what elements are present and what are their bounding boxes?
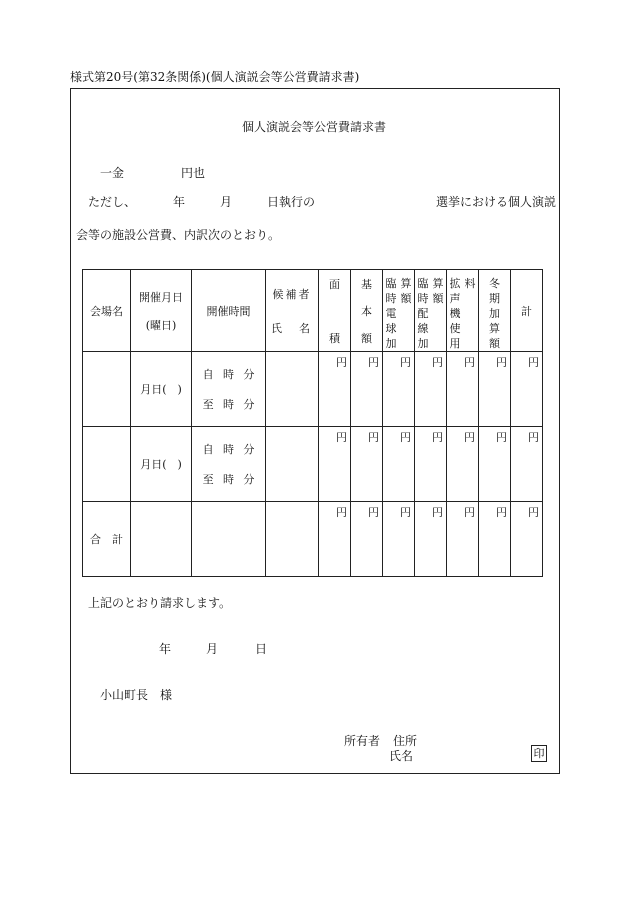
candidate-cell bbox=[266, 352, 319, 427]
sum-temp-power-cell: 円 bbox=[383, 502, 415, 577]
sum-temp-wiring-cell: 円 bbox=[415, 502, 447, 577]
venue-cell bbox=[83, 427, 131, 502]
sum-base-cell: 円 bbox=[351, 502, 383, 577]
breakdown-table bbox=[82, 269, 543, 577]
owner-name-label: 氏名 bbox=[389, 749, 414, 763]
amount-suffix: 円也 bbox=[181, 166, 206, 180]
sum-time-cell bbox=[192, 502, 266, 577]
temp-wiring-cell: 円 bbox=[415, 352, 447, 427]
sum-total-cell: 円 bbox=[511, 502, 543, 577]
area-cell: 円 bbox=[319, 427, 351, 502]
winter-cell: 円 bbox=[479, 352, 511, 427]
header-speaker: 拡 声 機 使 用 料 bbox=[447, 270, 479, 352]
proviso-day-exec: 日執行の bbox=[267, 195, 316, 209]
sum-winter-cell: 円 bbox=[479, 502, 511, 577]
owner-label: 所有者 bbox=[344, 734, 381, 748]
base-cell: 円 bbox=[351, 352, 383, 427]
proviso-year: 年 bbox=[173, 195, 186, 209]
time-cell: 自 時 分 至 時 分 bbox=[192, 427, 266, 502]
header-venue: 会場名 bbox=[83, 270, 131, 352]
venue-cell bbox=[83, 352, 131, 427]
proviso-line2: 会等の施設公営費、内訳次のとおり。 bbox=[76, 228, 281, 242]
sum-candidate-cell bbox=[266, 502, 319, 577]
total-cell: 円 bbox=[511, 427, 543, 502]
date-cell: 月日( ) bbox=[131, 352, 192, 427]
proviso-month: 月 bbox=[220, 195, 233, 209]
seal-mark: 印 bbox=[531, 745, 547, 762]
sum-date-cell bbox=[131, 502, 192, 577]
speaker-cell: 円 bbox=[447, 352, 479, 427]
header-winter: 冬 期 加 算 額 bbox=[479, 270, 511, 352]
area-cell: 円 bbox=[319, 352, 351, 427]
date-cell: 月日( ) bbox=[131, 427, 192, 502]
header-area: 面 積 bbox=[319, 270, 351, 352]
addressee: 小山町長 様 bbox=[100, 688, 173, 702]
header-temp-power: 臨 時 電 球 加 算 額 bbox=[383, 270, 415, 352]
header-base: 基 本 額 bbox=[351, 270, 383, 352]
proviso-tadashi: ただし、 bbox=[88, 195, 137, 209]
temp-wiring-cell: 円 bbox=[415, 427, 447, 502]
header-row bbox=[83, 270, 543, 352]
request-date-day: 日 bbox=[255, 642, 268, 656]
sum-area-cell: 円 bbox=[319, 502, 351, 577]
header-date: 開催月日 (曜日) bbox=[131, 270, 192, 352]
header-temp-wiring: 臨 時 配 線 加 算 額 bbox=[415, 270, 447, 352]
sum-row bbox=[83, 502, 543, 577]
header-time: 開催時間 bbox=[192, 270, 266, 352]
proviso-election: 選挙における個人演説 bbox=[436, 195, 557, 209]
request-date-year: 年 bbox=[159, 642, 172, 656]
temp-power-cell: 円 bbox=[383, 352, 415, 427]
table-row bbox=[83, 427, 543, 502]
request-text: 上記のとおり請求します。 bbox=[88, 596, 232, 610]
form-label: 様式第20号(第32条関係)(個人演説会等公営費請求書) bbox=[70, 70, 360, 84]
header-candidate: 候補者 氏 名 bbox=[266, 270, 319, 352]
winter-cell: 円 bbox=[479, 427, 511, 502]
sum-speaker-cell: 円 bbox=[447, 502, 479, 577]
temp-power-cell: 円 bbox=[383, 427, 415, 502]
amount-prefix: 一金 bbox=[100, 166, 125, 180]
owner-address-label: 住所 bbox=[393, 734, 418, 748]
document-title: 個人演説会等公営費請求書 bbox=[242, 120, 387, 134]
header-total: 計 bbox=[511, 270, 543, 352]
table-row bbox=[83, 352, 543, 427]
sum-label: 合 計 bbox=[83, 502, 131, 577]
speaker-cell: 円 bbox=[447, 427, 479, 502]
base-cell: 円 bbox=[351, 427, 383, 502]
candidate-cell bbox=[266, 427, 319, 502]
time-cell: 自 時 分 至 時 分 bbox=[192, 352, 266, 427]
request-date-month: 月 bbox=[206, 642, 219, 656]
total-cell: 円 bbox=[511, 352, 543, 427]
